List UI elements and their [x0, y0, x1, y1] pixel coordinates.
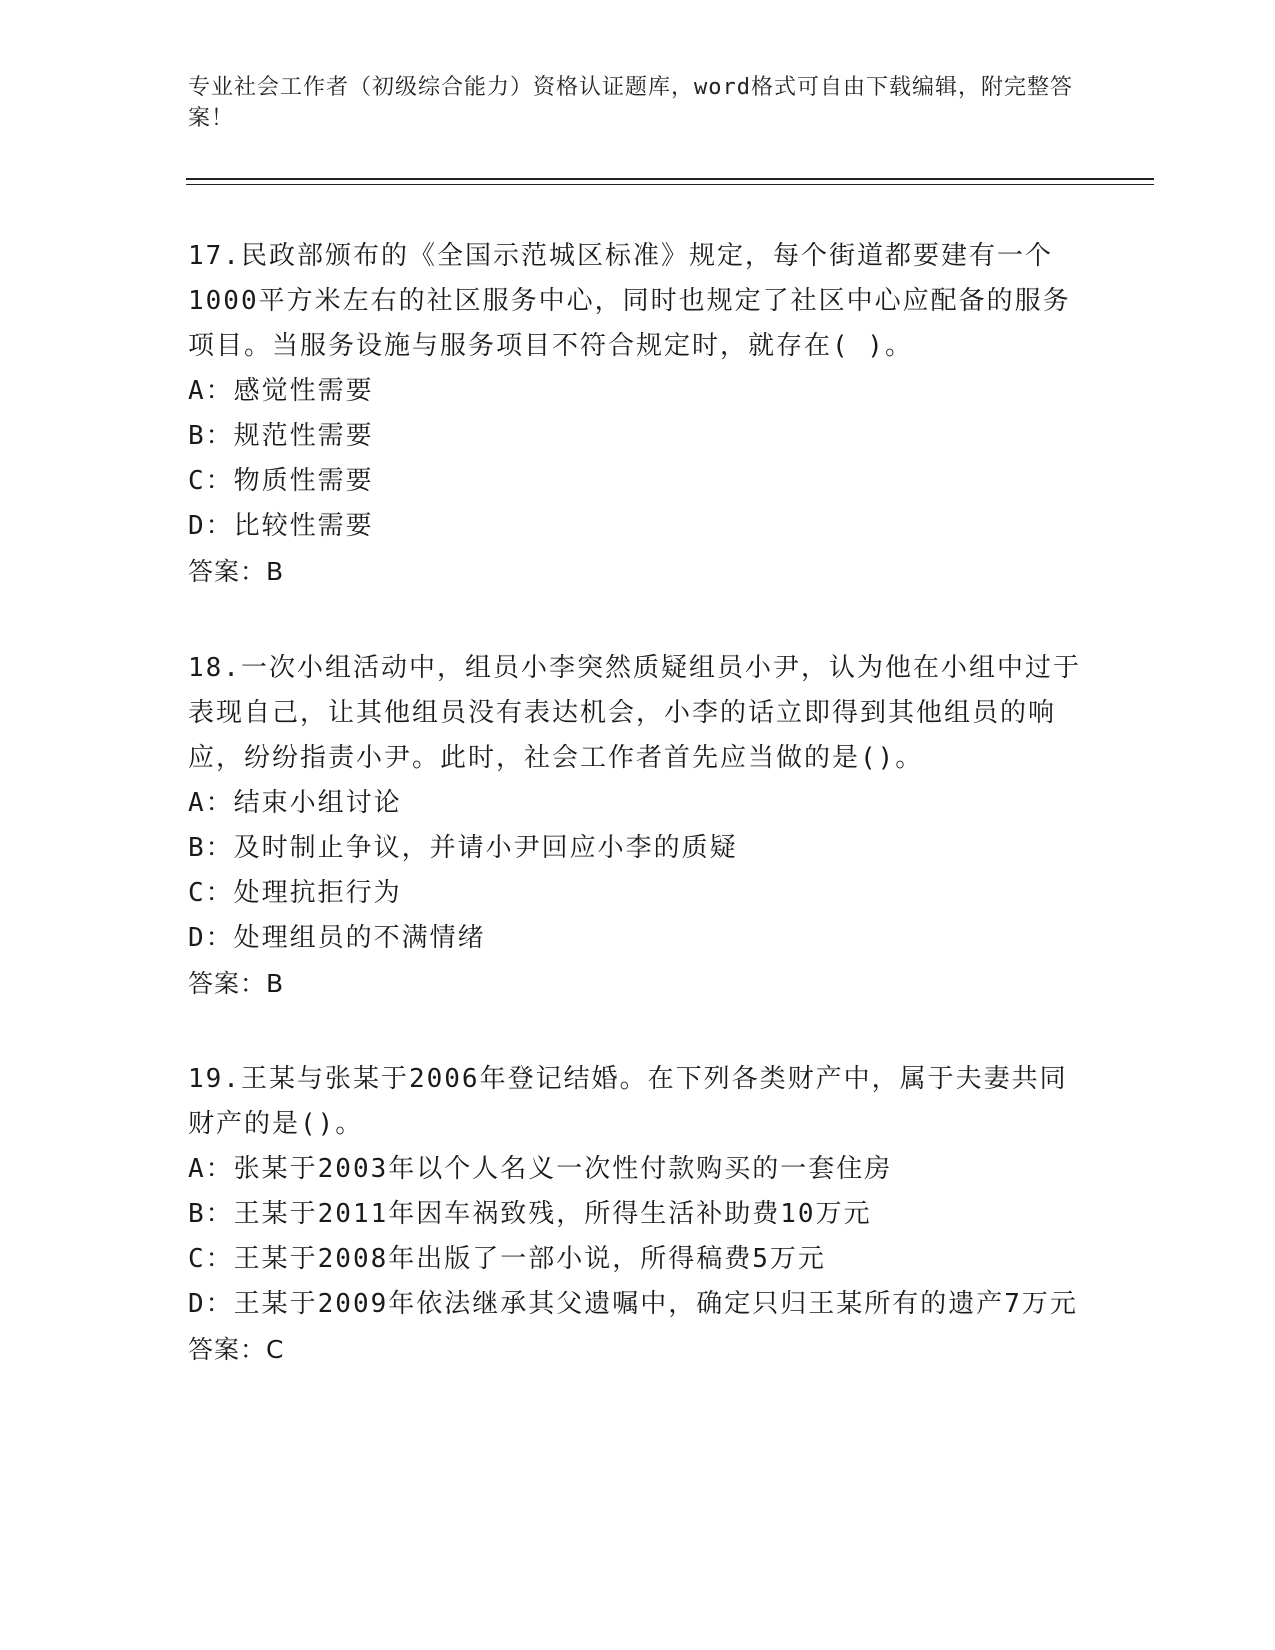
question-17	[188, 234, 1088, 594]
answer-line: 答案：C	[188, 1335, 285, 1364]
option-c: C：王某于2008年出版了一部小说，所得稿费5万元	[188, 1244, 826, 1274]
option-b: B：规范性需要	[188, 421, 374, 451]
header-rule-thin	[186, 184, 1154, 185]
answer-line: 答案：B	[188, 557, 285, 586]
option-a: A：张某于2003年以个人名义一次性付款购买的一套住房	[188, 1154, 893, 1184]
option-c: C：处理抗拒行为	[188, 878, 402, 908]
option-a: A：结束小组讨论	[188, 788, 402, 818]
option-d: D：比较性需要	[188, 511, 374, 541]
header-rule-thick	[186, 178, 1154, 180]
option-a: A：感觉性需要	[188, 376, 374, 406]
option-d: D：王某于2009年依法继承其父遗嘱中，确定只归王某所有的遗产7万元	[188, 1289, 1078, 1319]
option-b: B：王某于2011年因车祸致残，所得生活补助费10万元	[188, 1199, 872, 1229]
option-b: B：及时制止争议，并请小尹回应小李的质疑	[188, 833, 738, 863]
question-stem: 18.一次小组活动中，组员小李突然质疑组员小尹，认为他在小组中过于表现自己，让其他组员没有表达机会，小李的话立即得到其他组员的响应，纷纷指责小尹。此时，社会工作者首先应当做的是()。	[188, 653, 1081, 773]
question-19	[188, 1057, 1088, 1372]
answer-line: 答案：B	[188, 969, 285, 998]
option-d: D：处理组员的不满情绪	[188, 923, 486, 953]
document-header: 专业社会工作者（初级综合能力）资格认证题库，word格式可自由下载编辑，附完整答案！	[188, 75, 1073, 131]
option-c: C：物质性需要	[188, 466, 374, 496]
question-18	[188, 646, 1088, 1006]
question-stem: 17.民政部颁布的《全国示范城区标准》规定，每个街道都要建有一个1000平方米左右的社区服务中心，同时也规定了社区中心应配备的服务项目。当服务设施与服务项目不符合规定时，就存在( )。	[188, 241, 1071, 361]
question-stem: 19.王某与张某于2006年登记结婚。在下列各类财产中，属于夫妻共同财产的是()。	[188, 1064, 1068, 1139]
